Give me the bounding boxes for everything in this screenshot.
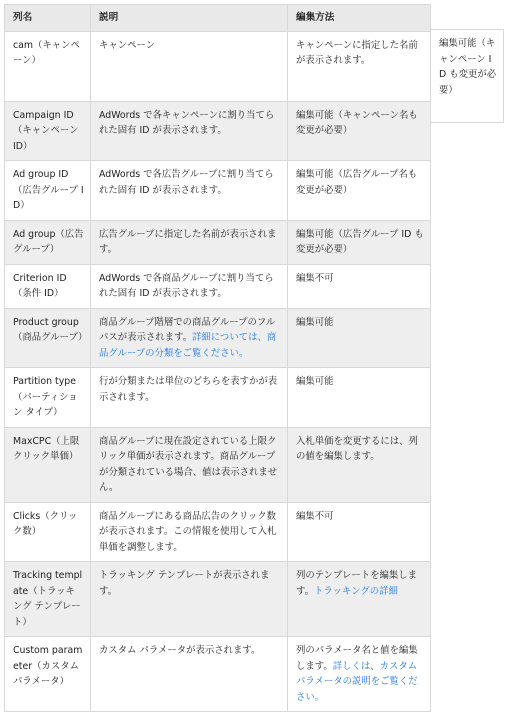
row-description [91,308,288,368]
row-name: Criterion ID（条件 ID） [5,264,91,308]
row-name: Product group（商品グループ） [5,308,91,368]
row-edit-method [288,368,431,428]
header-column-name: 列名 [5,5,91,32]
row-edit-text: 列のパラメータ名と値を編集します。 [296,645,418,672]
row-name: Tracking template（トラッキング テンプレート） [5,562,91,637]
row-name: Partition type（パーティション タイプ） [5,368,91,428]
row-edit-text: 編集可能 [296,376,334,387]
row-edit-text: 編集不可 [296,272,334,284]
row-edit-text: キャンペーンに指定した名前が表示されます。 [296,39,418,66]
row-edit-method [288,502,431,562]
table-row [5,161,431,221]
table-row [5,264,431,308]
row-description-text: AdWords で各キャンペーンに割り当てられた固有 ID が表示されます。 [99,109,275,136]
row-edit-method [288,264,431,308]
row-description [91,562,288,637]
row-description-text: AdWords で各商品グループに割り当てられた固有 ID が表示されます。 [99,272,274,299]
row-name: cam（キャンペーン） [5,31,91,101]
tracking-details-link[interactable]: トラッキングの詳細 [314,585,398,597]
header-description: 説明 [91,5,288,32]
row-edit-text: 入札単価を変更するには、列の値を編集します。 [296,435,418,462]
row-name: MaxCPC（上限クリック単価） [5,427,91,502]
row-description-text: 行が分類または単位のどちらを表すかが表示されます。 [99,376,278,403]
row-description-text: 商品グループに現在設定されている上限クリック単価が表示されます。商品グループが分類されている場合、値は表示されません。 [99,435,278,493]
table-header-row [5,5,431,32]
row-description-text: AdWords で各広告グループに割り当てられた固有 ID が表示されます。 [99,169,274,196]
row-description [91,502,288,562]
extra-edit-cell: 編集可能（キャンペーン ID も変更が必要） [431,29,504,123]
row-edit-method [288,637,431,712]
row-description-text: トラッキング テンプレートが表示されます。 [99,570,270,597]
table-row [5,637,431,712]
row-description [91,220,288,264]
row-edit-text: 編集可能（広告グループ名も変更が必要） [296,169,418,196]
row-edit-text: 列のテンプレートを編集します。 [296,570,418,597]
table-row [5,220,431,264]
row-edit-method [288,220,431,264]
row-name: Clicks（クリック数） [5,502,91,562]
row-description-text: カスタム パラメータが表示されます。 [99,645,261,656]
table-row [5,427,431,502]
row-description [91,368,288,428]
table-row [5,562,431,637]
row-edit-method [288,31,431,101]
header-edit-method: 編集方法 [288,5,431,32]
row-description [91,31,288,101]
table-row [5,502,431,562]
product-group-details-link[interactable]: 詳細については、商品グループの分類をご覧ください。 [99,332,277,359]
row-description [91,264,288,308]
row-name: Custom parameter（カスタム パラメータ） [5,637,91,712]
row-edit-text: 編集可能（キャンペーン名も変更が必要） [296,109,418,136]
table-row [5,101,431,161]
row-description [91,427,288,502]
row-description-text: 商品グループにある商品広告のクリック数が表示されます。この情報を使用して入札単価を調整します。 [99,510,277,553]
row-edit-text: 編集不可 [296,510,334,522]
row-edit-method [288,101,431,161]
table-row [5,368,431,428]
column-reference-table [4,4,431,712]
row-name: Ad group ID（広告グループ ID） [5,161,91,221]
row-edit-text: 編集可能（広告グループ ID も変更が必要） [296,228,424,255]
row-description [91,101,288,161]
row-edit-text: 編集可能 [296,316,334,328]
row-description-text: 広告グループに指定した名前が表示されます。 [99,228,277,255]
row-name: Ad group（広告グループ） [5,220,91,264]
table-row [5,31,431,101]
row-description-text: キャンペーン [99,39,156,51]
row-description-text: 商品グループ階層での商品グループのフルパスが表示されます。 [99,316,276,343]
custom-parameter-details-link[interactable]: 詳しくは、カスタム パラメータの説明をご覧ください。 [296,660,418,703]
row-edit-method [288,161,431,221]
row-description [91,637,288,712]
table-row [5,308,431,368]
row-description [91,161,288,221]
row-edit-method [288,427,431,502]
row-name: Campaign ID（キャンペーン ID） [5,101,91,161]
row-edit-method [288,562,431,637]
row-edit-method [288,308,431,368]
